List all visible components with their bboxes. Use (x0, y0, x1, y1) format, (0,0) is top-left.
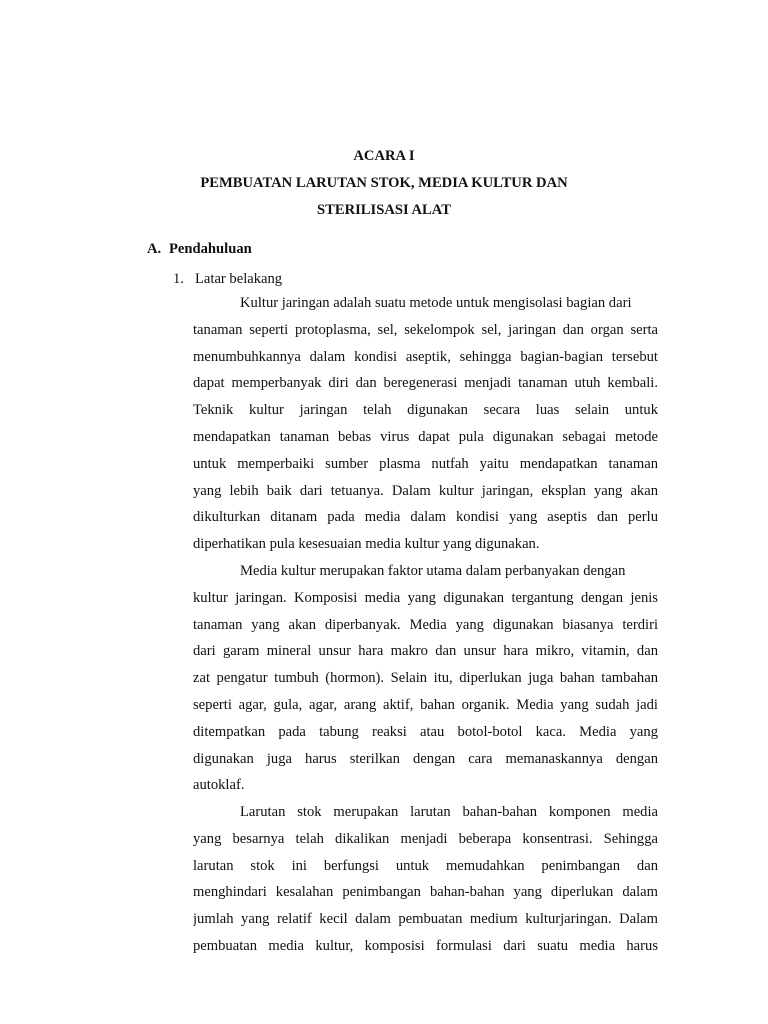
paragraph-line: Media kultur merupakan faktor utama dalam perbanyakan dengan (240, 563, 626, 579)
paragraph-line: pembuatan media kultur, komposisi formulasi dari suatu media harus (193, 937, 658, 954)
section-title: Pendahuluan (169, 241, 252, 257)
paragraph-line: yang besarnya telah dikalikan menjadi beberapa konsentrasi. Sehingga (193, 830, 658, 847)
paragraph-line: tanaman seperti protoplasma, sel, sekelompok sel, jaringan dan organ serta (193, 321, 658, 338)
document-title-line-2: PEMBUATAN LARUTAN STOK, MEDIA KULTUR DAN (200, 175, 568, 191)
subsection-heading (173, 270, 282, 288)
document-title-line-3: STERILISASI ALAT (317, 202, 451, 218)
section-marker: A. (147, 241, 162, 257)
paragraph-3 (193, 799, 658, 960)
paragraph-line: tanaman yang akan diperbanyak. Media yang digunakan biasanya terdiri (193, 616, 658, 633)
subsection-marker: 1. (173, 271, 184, 287)
paragraph-line: larutan stok ini berfungsi untuk memudahkan penimbangan dan (193, 857, 658, 874)
paragraph-line: Kultur jaringan adalah suatu metode untuk mengisolasi bagian dari (240, 295, 632, 311)
subsection-title: Latar belakang (195, 271, 283, 287)
paragraph-line: Teknik kultur jaringan telah digunakan secara luas selain untuk (193, 402, 658, 419)
paragraph-line: zat pengatur tumbuh (hormon). Selain itu, diperlukan juga bahan tambahan (193, 670, 658, 687)
paragraph-line: digunakan juga harus sterilkan dengan cara memanaskannya dengan (193, 750, 658, 767)
document-title-line-1: ACARA I (353, 148, 415, 164)
paragraph-line: autoklaf. (193, 777, 245, 794)
paragraph-line: seperti agar, gula, agar, arang aktif, bahan organik. Media yang sudah jadi (193, 696, 658, 713)
paragraph-line: kultur jaringan. Komposisi media yang digunakan tergantung dengan jenis (193, 589, 658, 606)
paragraph-line: menghindari kesalahan penimbangan bahan-bahan yang diperlukan dalam (193, 884, 658, 901)
paragraph-line: mendapatkan tanaman bebas virus dapat pula digunakan sebagai metode (193, 428, 658, 445)
paragraph-line: dikulturkan ditanam pada media dalam kondisi yang aseptis dan perlu (193, 509, 658, 526)
paragraph-line: dapat memperbanyak diri dan beregenerasi menjadi tanaman utuh kembali. (193, 375, 658, 392)
paragraph-line: jumlah yang relatif kecil dalam pembuatan medium kulturjaringan. Dalam (193, 911, 658, 928)
paragraph-2 (193, 558, 658, 799)
paragraph-line: diperhatikan pula kesesuaian media kultur yang digunakan. (193, 536, 540, 553)
paragraph-line: ditempatkan pada tabung reaksi atau botol-botol kaca. Media yang (193, 723, 658, 740)
paragraph-line: dari garam mineral unsur hara makro dan unsur hara mikro, vitamin, dan (193, 643, 658, 660)
paragraph-line: Larutan stok merupakan larutan bahan-bahan komponen media (240, 804, 658, 820)
paragraph-1 (193, 290, 658, 558)
paragraph-line: untuk memperbaiki sumber plasma nutfah yaitu mendapatkan tanaman (193, 455, 658, 472)
paragraph-line: yang lebih baik dari tetuanya. Dalam kultur jaringan, eksplan yang akan (193, 482, 658, 499)
section-heading (147, 240, 252, 258)
paragraph-line: menumbuhkannya dalam kondisi aseptik, sehingga bagian-bagian tersebut (193, 348, 658, 365)
